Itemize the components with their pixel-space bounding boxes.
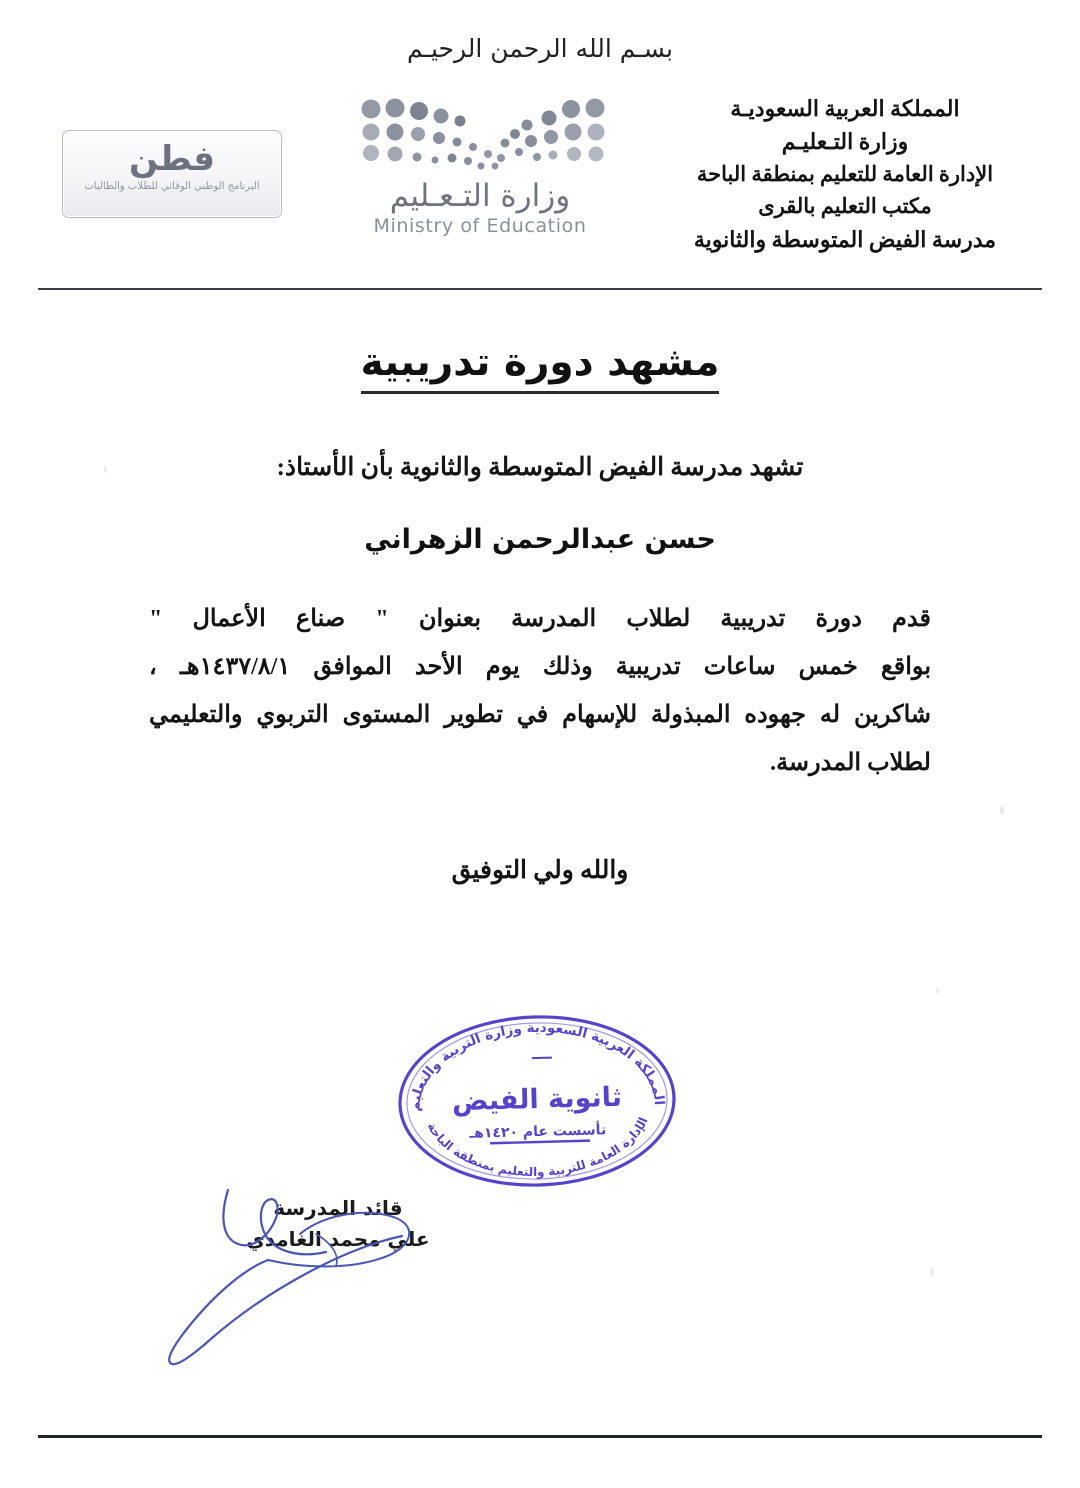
page-title-text: مشهد دورة تدريبية xyxy=(361,340,720,394)
paragraph-line-1: قدم دورة تدريبية لطلاب المدرسة بعنوان " صناع الأعمال " xyxy=(149,606,931,632)
scan-speck xyxy=(1000,806,1004,815)
footer-divider-rule xyxy=(38,1435,1042,1438)
organization-block xyxy=(650,92,1040,256)
org-line-directorate: الإدارة العامة للتعليم بمنطقة الباحة xyxy=(696,161,994,186)
document-body xyxy=(0,452,1080,885)
fatin-logo-word: فطن xyxy=(129,139,215,179)
moe-dot-matrix-icon xyxy=(355,96,605,174)
org-line-ministry: وزارة التـعليـم xyxy=(781,129,909,155)
scan-speck xyxy=(104,466,107,473)
stamp-center-text: ثانوية الفيض xyxy=(451,1081,623,1118)
org-line-school: مدرسة الفيض المتوسطة والثانوية xyxy=(693,226,997,252)
intro-statement: تشهد مدرسة الفيض المتوسطة والثانوية بأن الأستاذ: xyxy=(276,454,804,481)
recipient-name: حسن عبدالرحمن الزهراني xyxy=(364,524,716,555)
header-divider-rule xyxy=(38,288,1042,290)
certificate-paragraph xyxy=(149,595,931,787)
ministry-of-education-logo xyxy=(305,96,655,237)
fatin-program-logo xyxy=(62,130,282,218)
page-title xyxy=(0,340,1080,394)
fatin-logo-subtitle: البرنامج الوطني الوقائي للطلاب والطالبات xyxy=(84,180,260,193)
signatory-name: علي محمد الغامدي xyxy=(246,1227,430,1251)
org-line-kingdom: المملكة العربية السعوديـة xyxy=(730,96,960,121)
paragraph-line-4: لطلاب المدرسة. xyxy=(770,750,931,776)
signatory-role: قائد المدرسة xyxy=(273,1196,403,1220)
scan-speck xyxy=(936,988,939,994)
moe-logo-english-label: Ministry of Education xyxy=(373,215,587,237)
signature-block xyxy=(168,1196,508,1251)
moe-logo-arabic-label: وزارة التـعـليم xyxy=(389,178,571,214)
basmala-text: بسـم الله الرحمن الرحيـم xyxy=(407,34,673,63)
paragraph-line-3: شاكرين له جهوده المبذولة للإسهام في تطوير المستوى التربوي والتعليمي xyxy=(149,702,931,728)
scan-speck xyxy=(930,1268,934,1276)
official-school-stamp xyxy=(391,1008,684,1193)
stamp-top-arc-text: المملكة العربية السعودية وزارة التربية والتعليم xyxy=(406,1019,668,1112)
paragraph-line-2: بواقع خمس ساعات تدريبية وذلك يوم الأحد الموافق ١٤٣٧/٨/١هـ ، xyxy=(149,654,931,680)
stamp-founded-text: تأسست عام ١٤٢٠هـ xyxy=(469,1122,607,1142)
stamp-bottom-arc-text: الإدارة العامة للتربية والتعليم بمنطقة الباحة xyxy=(424,1115,651,1180)
closing-statement: والله ولي التوفيق xyxy=(451,857,629,884)
document-header xyxy=(0,92,1080,267)
org-line-office: مكتب التعليم بالقرى xyxy=(758,193,932,218)
